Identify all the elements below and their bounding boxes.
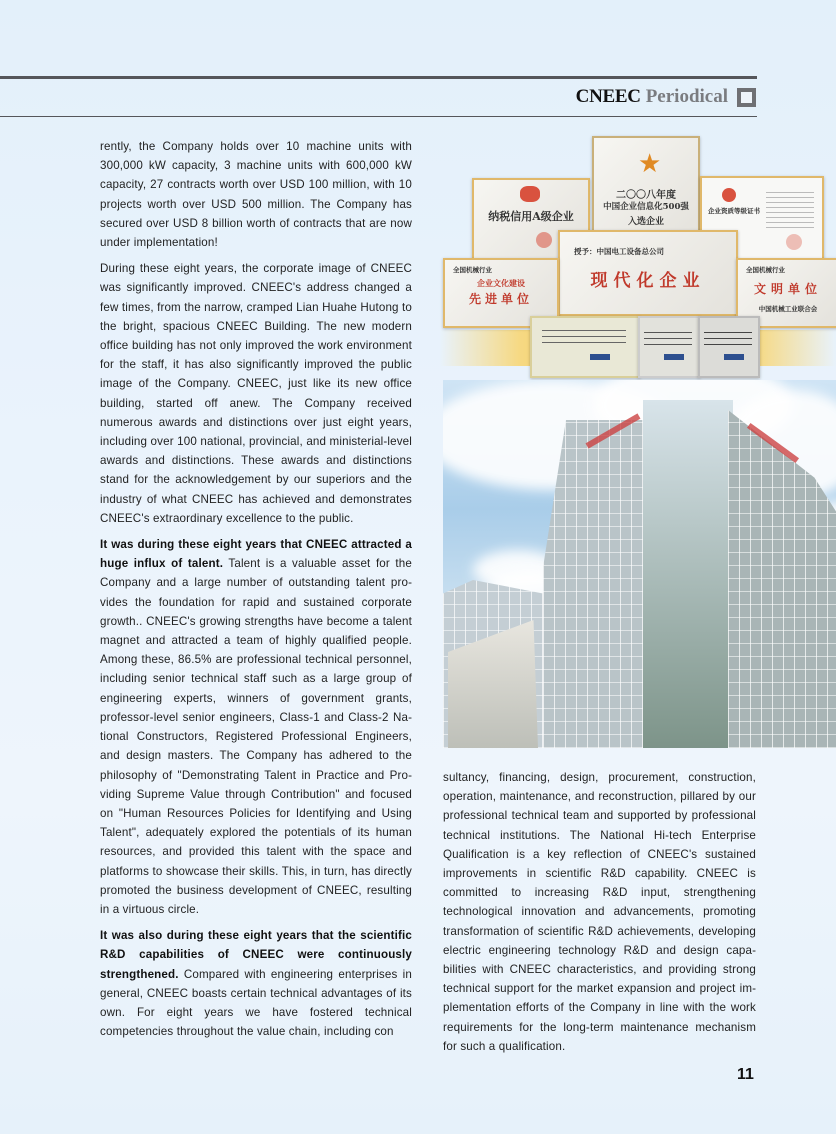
certificate-civilized-unit: 全国机械行业 文明单位 中国机械工业联合会 <box>736 258 836 328</box>
paragraph-talent-lead: It was during these eight years that CNEEC attracted a huge influx of talent. <box>100 538 412 571</box>
paragraph-rnd-body: Compared with engineering enterprises in general, CNEEC boasts certain technical advantages of its own. For eight years we have fostered technical competencies throughout the value chain, including con <box>100 967 412 1039</box>
emblem-icon <box>722 188 736 202</box>
red-seal-icon <box>786 234 802 250</box>
awards-photo <box>440 130 836 380</box>
header-rule-bottom <box>0 116 757 117</box>
square-box-icon <box>737 88 756 107</box>
page-number: 11 <box>737 1066 754 1083</box>
paragraph-corporate-image: During these eight years, the corporate image of CNEEC was significantly improved. CNEEC's address changed a few times, from the narrow, cramped Lian Huahe Hutong to the bright, spacious CNEEC Building. The new modern office building has not only improved the work environment for the staff, it has also significantly improved the public image of the Company. CNEEC, just like its new office building, started off anew. The Company received numerous awards and distinctions over just eight years, including over 100 national, provincial, and ministerial-level awards and distinctions. These awards and distinctions stand for the acknowledgement by our superiors and the industry of what CNEEC has achieved and demonstrates CNEEC's extraordinary excellence to the public. <box>100 262 412 525</box>
text-lines <box>644 332 692 346</box>
masthead <box>576 86 756 108</box>
text-lines <box>766 192 814 232</box>
logo-icon <box>664 354 684 360</box>
logo-icon <box>590 354 610 360</box>
certificate-culture-advanced: 全国机械行业 企业文化建设 先进单位 <box>443 258 559 328</box>
cneec-building-center <box>643 400 733 748</box>
certificate-plaque-1 <box>530 316 640 378</box>
star-500-icon: ★ <box>638 148 662 178</box>
certificate-modern-enterprise: 授予：中国电工设备总公司 现代化企业 <box>558 230 738 316</box>
certificate-plaque-3 <box>698 316 760 378</box>
logo-icon <box>724 354 744 360</box>
certificate-qualification: 企业资质等级证书 <box>700 176 824 262</box>
cneec-building-left-face <box>543 420 658 748</box>
paragraph-contracts: rently, the Company holds over 10 machine units with 300,000 kW capacity, 3 machine units with 600,000 kW capacity, 27 contracts worth over USD 100 million, with 10 projects worth over USD 500 million. The Company has secured over USD 8 billion worth of contracts that are now under implementation! <box>100 140 412 250</box>
red-seal-icon <box>536 232 552 248</box>
paragraph-talent-body: Talent is a valuable asset for the Company and a large number of outstanding talent provides the foundation for rapid and sustained corporate growth.. CNEEC's growing strengths have become a talent magnet and attracted a team of highly qualified people. Among these, 86.5% are professional technical personnel, including senior technical staff such as a large group of engineering experts, winners of government grants, professor-level senior engineers, Class-1 and Class-2 National Constructors, Registered Professional Engineers, and design masters. The Company has adhered to the philosophy of "Demonstrating Talent in Practice and Providing Supreme Value through Contribution" and focused on "Human Resources Policies for Identifying and Using Talent", adequately explored the potentials of its human resources, and provided this talent with the space and platforms to showcase their skills. This, in turn, has directly promoted the business development of CNEEC, resulting in a virtuous circle. <box>100 557 413 916</box>
left-column <box>100 137 412 1048</box>
masthead-brand: CNEEC <box>575 86 641 107</box>
emblem-icon <box>520 186 540 202</box>
paragraph-rnd <box>100 926 412 1041</box>
paragraph-talent <box>100 535 412 919</box>
text-lines <box>704 332 752 346</box>
building-photo <box>443 380 836 748</box>
paragraph-rnd-lead: It was also during these eight years that the scientific R&D capabilities of CNEEC were continuously strengthened. <box>100 929 412 981</box>
header-rule-top <box>0 76 757 79</box>
paragraph-value-chain: sultancy, financing, design, procurement, construction, operation, maintenance, and reconstruction, pillared by our professional technical team and supported by professional technical institutions. The National Hi-tech Enterprise Qualification is a key reflection of CNEEC's sustained improvements in scientific R&D capability. CNEEC is committed to increasing R&D input, strengthening technological innovation and advancements, promoting transformation of scientific R&D achievements, developing electric engineering technology R&D and design capabilities with CNEEC characteristics, and providing strong technical support for the market expansion and project implementation efforts of the Company in line with the work requirements for the long-term maintenance mechanism for such a qualification. <box>443 771 756 1053</box>
right-column <box>443 768 756 1063</box>
certificate-info-500: ★ 二〇〇八年度 中国企业信息化500强 入选企业 <box>592 136 700 240</box>
masthead-publication: Periodical <box>645 86 728 107</box>
certificate-tax-credit: 纳税信用A级企业 <box>472 178 590 262</box>
text-lines <box>542 330 626 346</box>
certificate-plaque-2 <box>638 316 700 378</box>
